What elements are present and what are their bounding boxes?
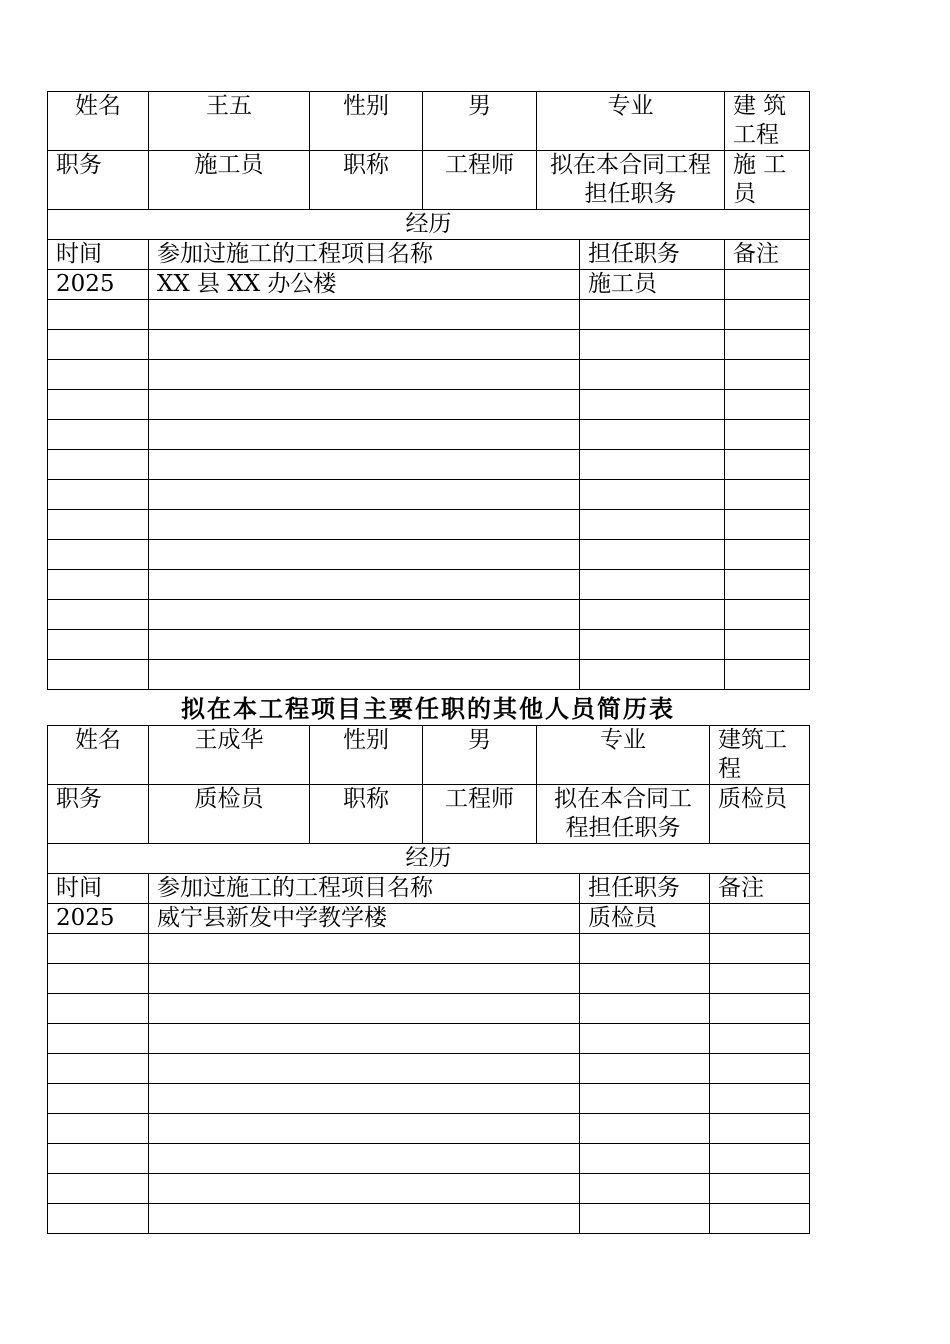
duty-value: 施工员 [149, 151, 310, 210]
title-label: 职称 [310, 151, 423, 210]
section-title: 拟在本工程项目主要任职的其他人员简历表 [181, 694, 675, 723]
col-time-header: 时间 [48, 240, 149, 270]
proposed-value: 质检员 [710, 785, 810, 844]
duty-label: 职务 [48, 785, 149, 844]
row-project: 威宁县新发中学教学楼 [149, 904, 580, 934]
major-label: 专业 [537, 726, 710, 785]
proposed-value: 施 工员 [725, 151, 810, 210]
empty-row [48, 1084, 810, 1114]
gender-label: 性别 [310, 92, 423, 151]
empty-row [48, 510, 810, 540]
title-value: 工程师 [423, 151, 537, 210]
title-label: 职称 [310, 785, 423, 844]
row-time: 2025 [48, 904, 149, 934]
empty-row [48, 600, 810, 630]
empty-row [48, 1114, 810, 1144]
name-value: 王五 [149, 92, 310, 151]
table-row [48, 904, 810, 934]
empty-row [48, 1174, 810, 1204]
empty-row [48, 994, 810, 1024]
empty-row [48, 420, 810, 450]
col-role-header: 担任职务 [580, 874, 710, 904]
gender-value: 男 [423, 92, 537, 151]
col-time-header: 时间 [48, 874, 149, 904]
col-role-header: 担任职务 [580, 240, 725, 270]
empty-row [48, 1144, 810, 1174]
col-note-header: 备注 [710, 874, 810, 904]
table-row [48, 270, 810, 300]
gender-label: 性别 [310, 726, 423, 785]
empty-row [48, 1204, 810, 1234]
resume-table-2 [47, 725, 809, 1234]
row-role: 质检员 [580, 904, 710, 934]
col-note-header: 备注 [725, 240, 810, 270]
resume-table-1 [47, 91, 809, 690]
experience-label: 经历 [48, 844, 810, 874]
row-role: 施工员 [580, 270, 725, 300]
duty-value: 质检员 [149, 785, 310, 844]
major-label: 专业 [537, 92, 725, 151]
name-label: 姓名 [48, 726, 149, 785]
row-note [710, 904, 810, 934]
name-label: 姓名 [48, 92, 149, 151]
empty-row [48, 480, 810, 510]
major-value: 建 筑工程 [725, 92, 810, 151]
empty-row [48, 300, 810, 330]
proposed-label: 拟在本合同工程担任职务 [537, 151, 725, 210]
major-value: 建筑工程 [710, 726, 810, 785]
gender-value: 男 [423, 726, 537, 785]
experience-label: 经历 [48, 210, 810, 240]
empty-row [48, 330, 810, 360]
col-project-header: 参加过施工的工程项目名称 [149, 874, 580, 904]
empty-row [48, 450, 810, 480]
name-value: 王成华 [149, 726, 310, 785]
duty-label: 职务 [48, 151, 149, 210]
title-value: 工程师 [423, 785, 537, 844]
row-note [725, 270, 810, 300]
proposed-label: 拟在本合同工程担任职务 [537, 785, 710, 844]
col-project-header: 参加过施工的工程项目名称 [149, 240, 580, 270]
empty-row [48, 964, 810, 994]
empty-row [48, 1024, 810, 1054]
empty-row [48, 630, 810, 660]
empty-row [48, 660, 810, 690]
row-time: 2025 [48, 270, 149, 300]
empty-row [48, 360, 810, 390]
empty-row [48, 1054, 810, 1084]
row-project: XX 县 XX 办公楼 [149, 270, 580, 300]
empty-row [48, 390, 810, 420]
empty-row [48, 934, 810, 964]
empty-row [48, 570, 810, 600]
empty-row [48, 540, 810, 570]
